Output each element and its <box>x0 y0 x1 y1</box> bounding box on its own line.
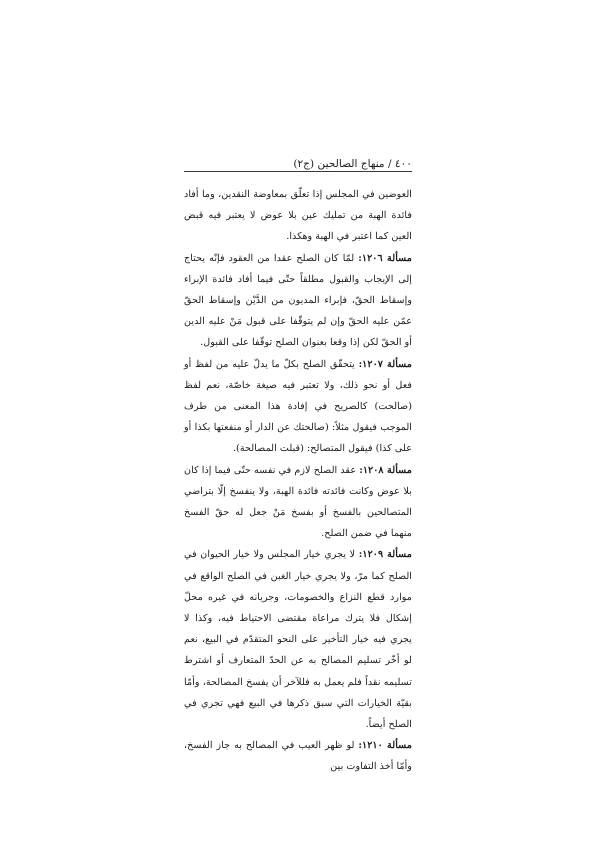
issue-text: لو ظهر العيب في المصالح به جاز الفسخ، وأمّا أخذ التفاوت بين <box>184 740 412 773</box>
paragraph-text: العوضين في المجلس إذا تعلّق بمعاوضة النقدين، وما أفاد فائدة الهبة من تمليك عين بلا عوض لا يعتبر فيه قبض العين كما اعتبر في الهبة وهكذا. <box>184 189 412 243</box>
running-header: ٤٠٠ / منهاج الصالحين (ج٢) <box>293 158 412 170</box>
issue-1207 <box>184 354 412 460</box>
issue-1210 <box>184 735 412 777</box>
issue-text: لا يجري خيار المجلس ولا خيار الحيوان في الصلح كما مرّ، ولا يجري خيار الغبن في الصلح الواقع في موارد قطع النزاع والخصومات، وجريانه في غيره محلّ إشكال فلا يترك مراعاة مقتضى الاحتياط فيه، وكذا لا يجري فيه خيار التأخير على النحو المتقدّم في البيع، نعم لو أخّر تسليم المصالح به عن الحدّ المتعارف أو اشترط تسليمه نقداً فلم يعمل به فللآخر أن يفسخ المصالحة، وأمّا بقيّة الخيارات التي سبق ذكرها في البيع فهي تجري في الصلح أيضاً. <box>184 549 412 731</box>
paragraph-continuation <box>184 184 412 248</box>
issue-1208 <box>184 460 412 545</box>
issue-1209 <box>184 544 412 735</box>
issue-number: مسألة ١٢١٠: <box>358 740 412 752</box>
issue-text: لمّا كان الصلح عقدا من العقود فإنّه يحتاج إلى الإيجاب والقبول مطلقاً حتّى فيما أفاد فائدة الإبراء وإسقاط الحقّ، فإبراء المديون من الدَّيْن وإسقاط الحقّ عمّن عليه الحقّ وإن لم يتوقّفا على قبول مَنْ عليه الدين أو الحقّ لكن إذا وقعا بعنوان الصلح توقّفا على القبول. <box>184 252 412 349</box>
header-divider <box>184 171 412 172</box>
issue-1206 <box>184 248 412 354</box>
issue-number: مسألة ١٢٠٨: <box>359 464 412 476</box>
page-body <box>184 184 412 778</box>
issue-text: يتحقّق الصلح بكلّ ما يدلّ عليه من لفظ أو فعل أو نحو ذلك، ولا تعتبر فيه صيغة خاصّة، نعم لفظ (صالحت) كالصريح في إفادة هذا المعنى من طرف الموجب فيقول مثلاً: (صالحتك عن الدار أو منفعتها بكذا أو على كذا) فيقول المتصالح: (قبلت المصالحة). <box>184 358 412 455</box>
issue-number: مسألة ١٢٠٩: <box>358 549 412 561</box>
issue-text: عقد الصلح لازم في نفسه حتّى فيما إذا كان بلا عوض وكانت فائدته فائدة الهبة، ولا ينفسخ إلّا بتراضي المتصالحين بالفسخ أو بفسخ مَنْ جعل له حقّ الفسخ منهما في ضمن الصلح. <box>184 464 412 540</box>
issue-number: مسألة ١٢٠٧: <box>358 358 412 370</box>
issue-number: مسألة ١٢٠٦: <box>358 252 412 264</box>
